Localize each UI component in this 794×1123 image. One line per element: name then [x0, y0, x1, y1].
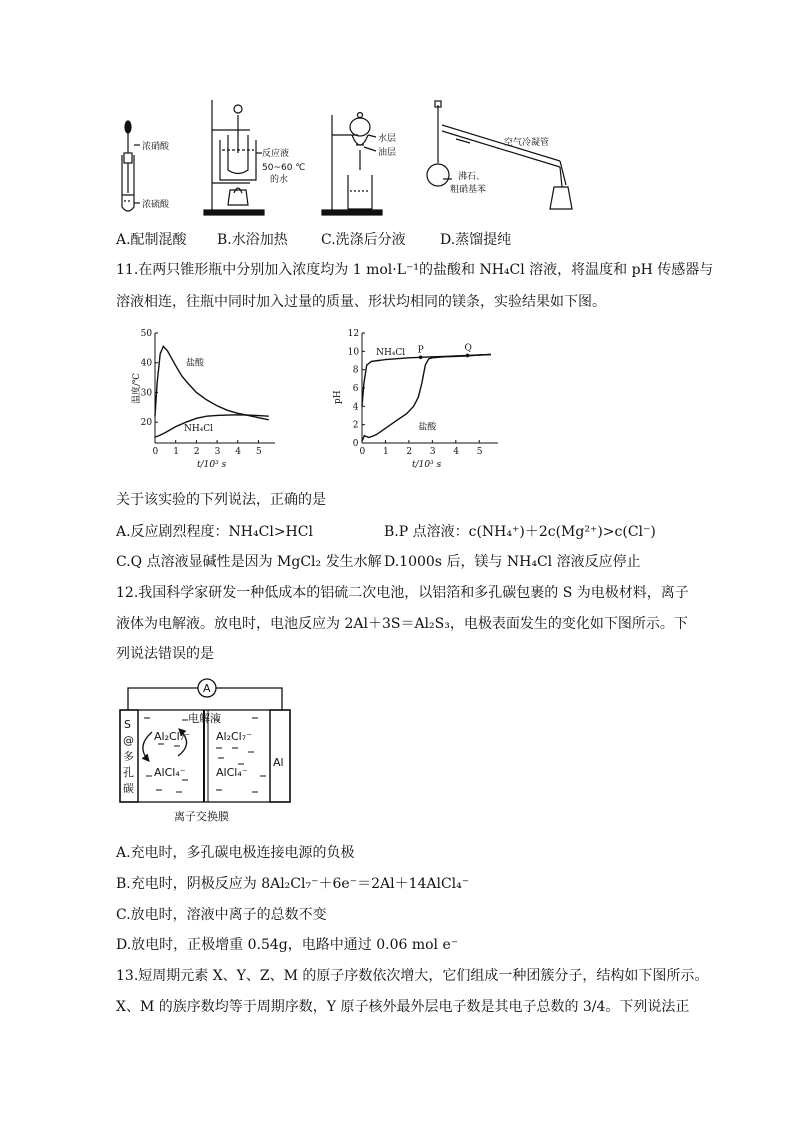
- ion-left-top: Al₂Cl₇⁻: [154, 730, 190, 743]
- membrane-label: 离子交换膜: [174, 810, 229, 823]
- x-tick-label: 0: [152, 447, 159, 457]
- q12-option-c: C.放电时，溶液中离子的总数不变: [116, 907, 327, 923]
- left-electrode-label-2: @: [123, 734, 134, 747]
- series-label: 盐酸: [186, 358, 205, 369]
- q12-text-line3: 列说法错误的是: [116, 646, 214, 662]
- caption-c: C.洗涤后分液: [321, 232, 406, 248]
- y-tick-label: 12: [347, 329, 360, 339]
- label-crude-nitrobenzene: 粗硝基苯: [450, 185, 487, 195]
- q11-option-c: C.Q 点溶液显碱性是因为 MgCl₂ 发生水解: [116, 554, 382, 570]
- left-electrode-label-5: 碳: [123, 782, 134, 795]
- data-point: [419, 355, 423, 359]
- y-axis-label: pH: [333, 390, 343, 404]
- apparatus-d: [427, 101, 572, 209]
- q11-text-line1: 11.在两只锥形瓶中分别加入浓度均为 1 mol·L⁻¹的盐酸和 NH₄Cl 溶液，将温度和 pH 传感器与: [116, 262, 714, 278]
- apparatus-a: [122, 121, 140, 211]
- series-line: [155, 346, 269, 419]
- temperature-chart: [132, 325, 285, 475]
- ph-chart: [330, 325, 510, 475]
- q11-stem: 关于该实验的下列说法，正确的是: [116, 492, 326, 508]
- q11-text-line2: 溶液相连，往瓶中同时加入过量的质量、形状均相同的镁条，实验结果如下图。: [116, 294, 606, 310]
- electrolyte-label: 电解液: [188, 712, 221, 725]
- label-reaction-liquid: 反应液: [262, 149, 290, 159]
- x-tick-label: 3: [214, 447, 221, 457]
- y-tick-label: 6: [352, 384, 359, 394]
- left-electrode-label-3: 多: [123, 750, 134, 763]
- apparatus-c: [322, 113, 382, 216]
- y-tick-label: 30: [140, 388, 153, 399]
- caption-a: A.配制混酸: [116, 232, 187, 248]
- q12-option-a: A.充电时，多孔碳电极连接电源的负极: [116, 845, 355, 861]
- x-axis-label: t/10³ s: [197, 460, 227, 470]
- x-tick-label: 2: [406, 447, 413, 457]
- series-label: 盐酸: [418, 422, 437, 433]
- label-concentrated-nitric: 浓硝酸: [142, 142, 170, 152]
- q13-text-line1: 13.短周期元素 X、Y、Z、M 的原子序数依次增大，它们组成一种团簇分子，结构如下图所示。: [116, 968, 709, 984]
- q11-option-a: A.反应剧烈程度：NH₄Cl>HCl: [116, 524, 313, 540]
- y-tick-label: 50: [140, 329, 153, 339]
- label-water-layer: 水层: [378, 134, 397, 144]
- ammeter-label: A: [203, 682, 211, 695]
- x-tick-label: 5: [255, 447, 262, 457]
- left-electrode-label-1: S: [124, 718, 131, 731]
- y-tick-label: 2: [352, 420, 359, 431]
- label-concentrated-sulfuric: 浓硫酸: [142, 200, 170, 210]
- caption-d: D.蒸馏提纯: [440, 232, 512, 248]
- y-axis-label: 温度/℃: [132, 372, 142, 404]
- x-tick-label: 0: [359, 447, 366, 457]
- q11-option-b: B.P 点溶液：c(NH₄⁺)＋2c(Mg²⁺)>c(Cl⁻): [384, 524, 656, 540]
- x-tick-label: 2: [193, 447, 200, 457]
- ion-right-top: Al₂Cl₇⁻: [216, 730, 252, 743]
- y-tick-label: 4: [352, 402, 359, 413]
- x-tick-label: 4: [453, 447, 460, 457]
- y-tick-label: 10: [347, 347, 360, 358]
- y-tick-label: 0: [352, 439, 359, 449]
- x-tick-label: 4: [235, 447, 241, 457]
- y-tick-label: 8: [352, 365, 359, 376]
- x-tick-label: 1: [173, 447, 179, 457]
- point-label: Q: [464, 343, 472, 354]
- x-tick-label: 3: [429, 447, 436, 457]
- q11-option-d: D.1000s 后，镁与 NH₄Cl 溶液反应停止: [384, 554, 641, 570]
- series-label: NH₄Cl: [376, 348, 406, 358]
- series-label: NH₄Cl: [183, 424, 214, 435]
- label-water: 的水: [270, 175, 289, 185]
- apparatus-figure: [110, 95, 590, 220]
- ion-right-bottom: AlCl₄⁻: [216, 766, 248, 779]
- y-tick-label: 20: [140, 418, 153, 429]
- caption-b: B.水浴加热: [217, 232, 288, 248]
- q12-option-d: D.放电时，正极增重 0.54g，电路中通过 0.06 mol e⁻: [116, 937, 459, 953]
- x-tick-label: 1: [382, 447, 389, 457]
- y-tick-label: 40: [140, 358, 153, 369]
- q12-text-line2: 液体为电解液。放电时，电池反应为 2Al＋3S＝Al₂S₃，电极表面发生的变化如下图所示。下: [116, 616, 688, 632]
- label-temp-range: 50~60 ℃: [262, 163, 306, 173]
- battery-diagram: [118, 678, 298, 828]
- label-air-condenser: 空气冷凝管: [504, 138, 550, 148]
- point-label: P: [417, 345, 424, 356]
- label-boiling-chips: 沸石、: [458, 172, 486, 182]
- ion-left-bottom: AlCl₄⁻: [154, 766, 186, 779]
- x-axis-label: t/10³ s: [412, 460, 442, 470]
- left-electrode-label-4: 孔: [123, 766, 134, 779]
- data-point: [466, 354, 470, 358]
- q12-option-b: B.充电时，阴极反应为 8Al₂Cl₇⁻＋6e⁻＝2Al＋14AlCl₄⁻: [116, 876, 470, 892]
- q12-text-line1: 12.我国科学家研发一种低成本的铝硫二次电池，以铝箔和多孔碳包裹的 S 为电极材料，离子: [116, 585, 689, 601]
- label-oil-layer: 油层: [378, 148, 397, 158]
- right-electrode-label: Al: [273, 756, 284, 769]
- apparatus-b: [204, 100, 264, 215]
- q13-text-line2: X、M 的族序数均等于周期序数，Y 原子核外最外层电子数是其电子总数的 3/4。下列说法正: [116, 999, 690, 1015]
- x-tick-label: 5: [476, 447, 483, 457]
